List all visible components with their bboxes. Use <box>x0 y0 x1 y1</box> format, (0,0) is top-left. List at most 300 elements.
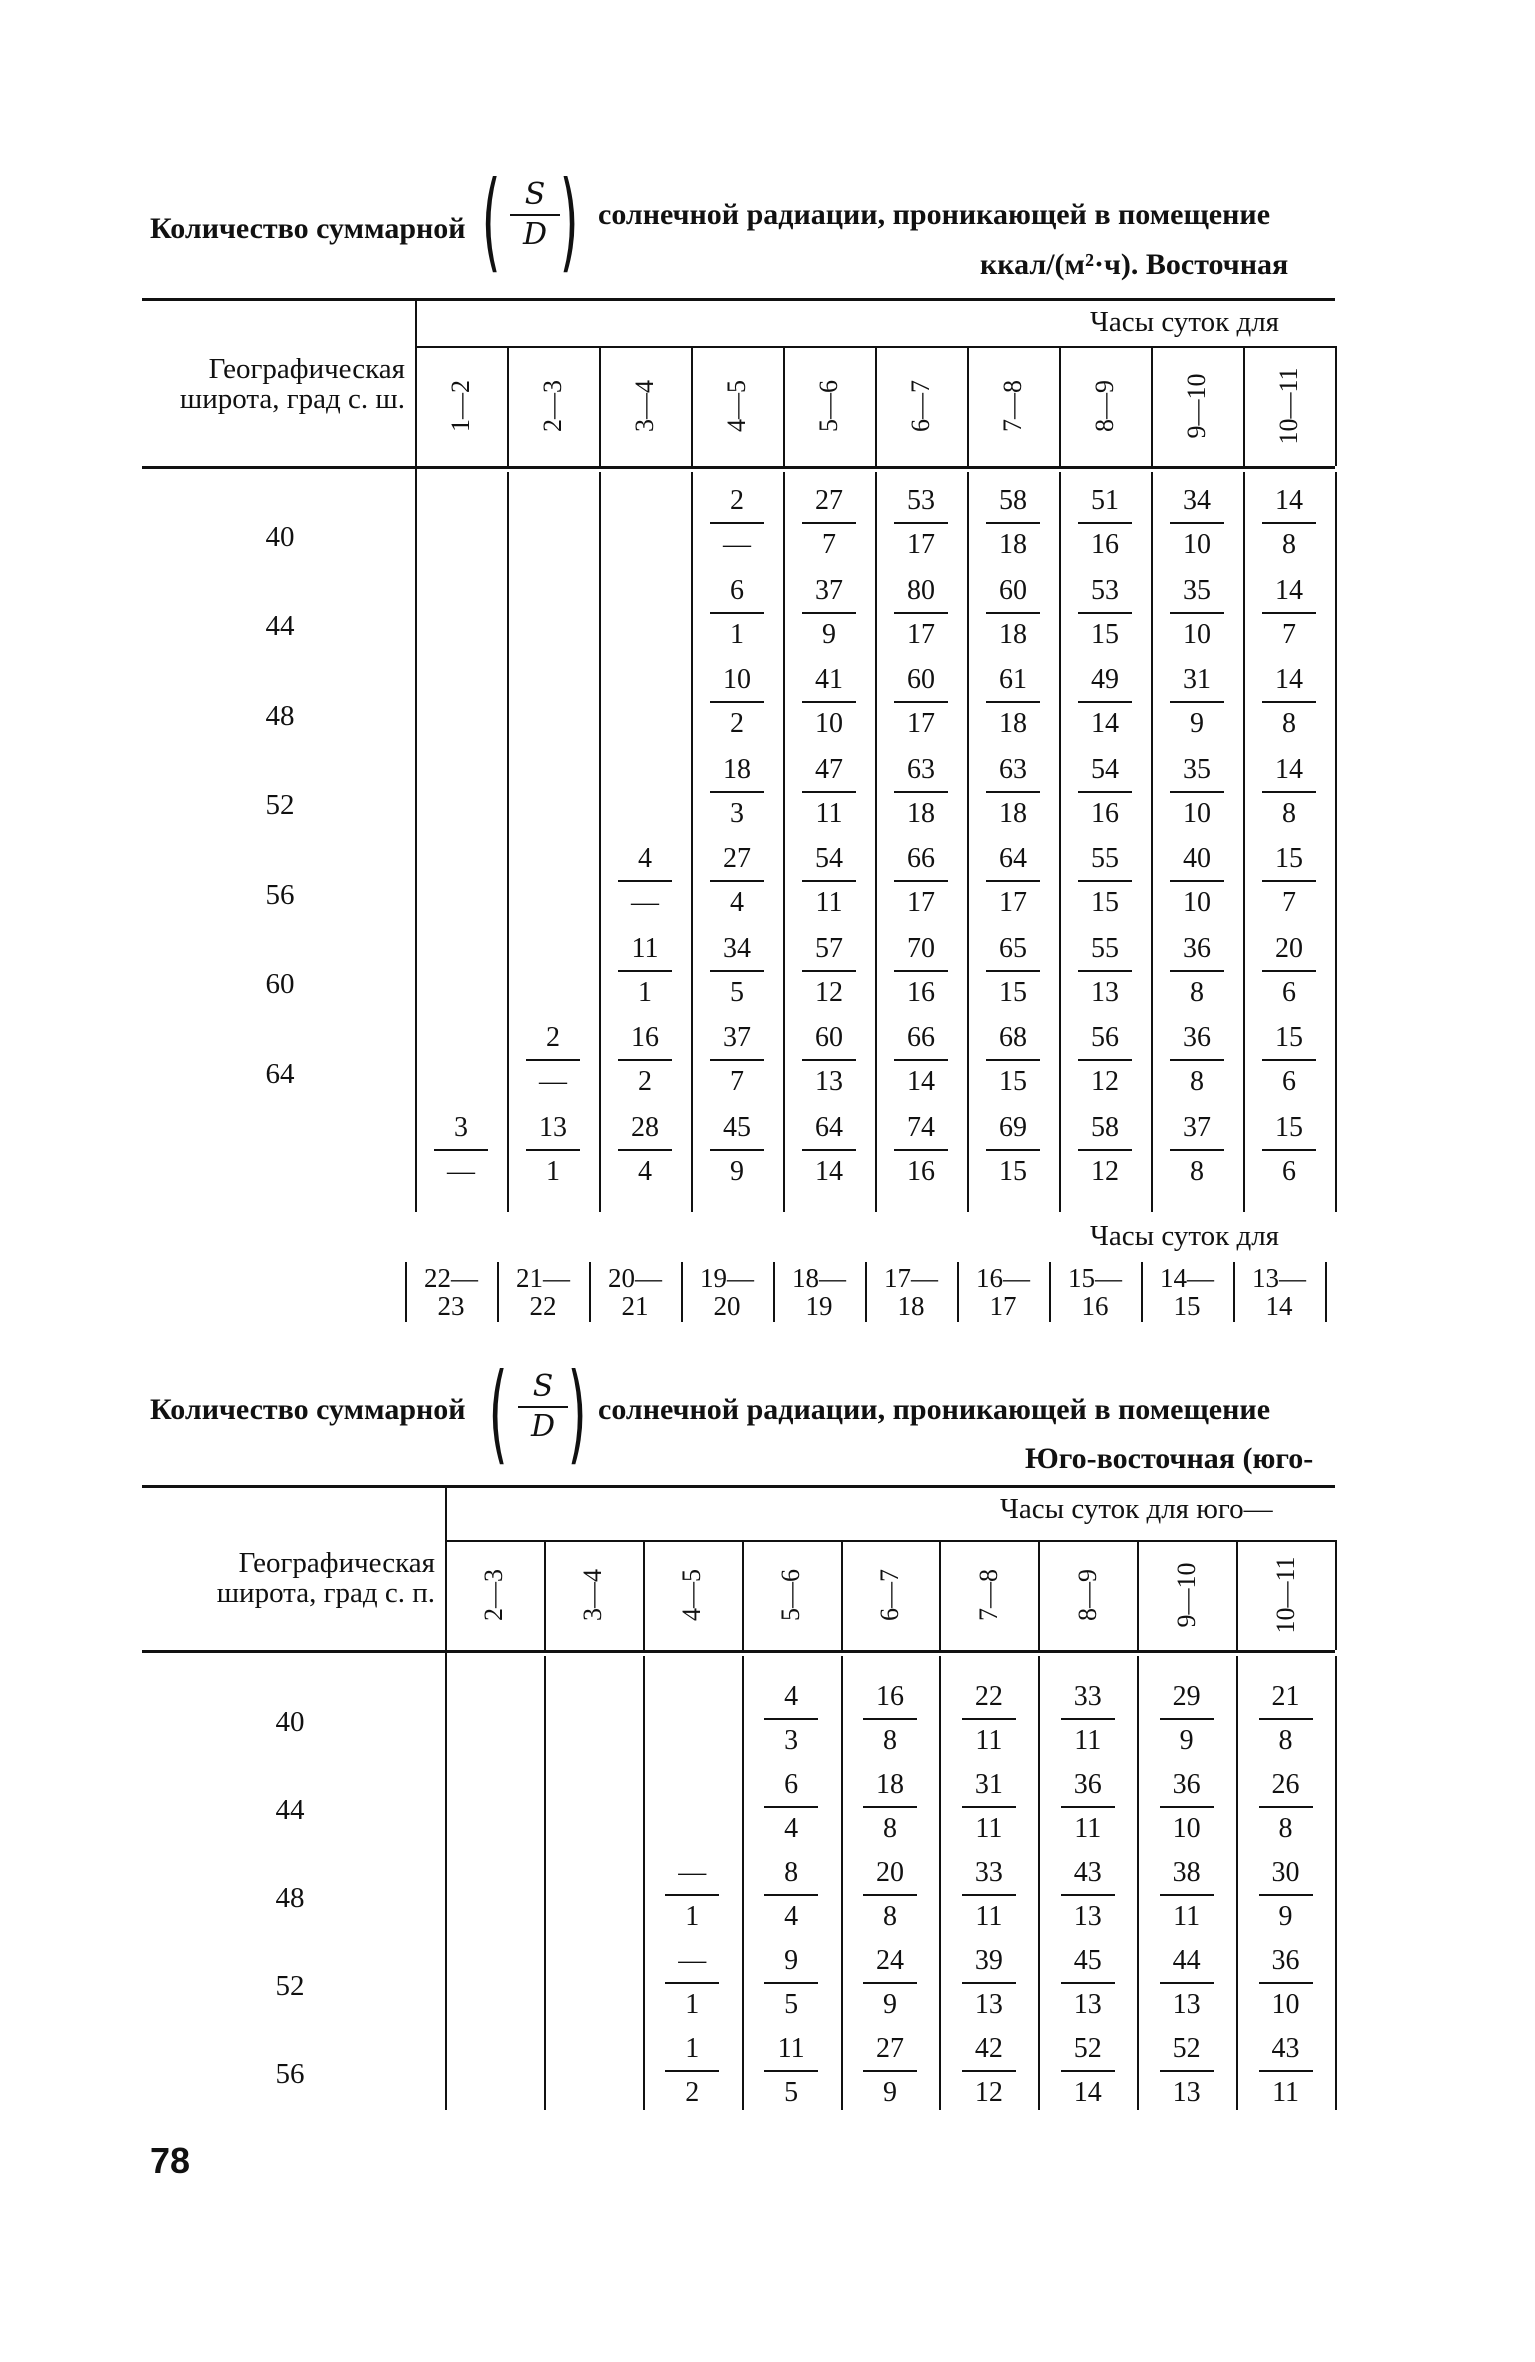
cell-fraction-bar <box>863 2070 917 2072</box>
cell-fraction-bar <box>894 1149 948 1151</box>
col-divider <box>1137 1540 1139 1650</box>
cell-denominator: 10 <box>1172 1813 1201 1844</box>
cell-denominator: 16 <box>907 1155 935 1187</box>
table-cell <box>661 1856 723 1934</box>
cell-numerator: 36 <box>1073 1769 1102 1800</box>
cell-fraction-bar <box>1078 970 1132 972</box>
cell-numerator: 2 <box>730 485 744 516</box>
table-cell <box>1156 1856 1218 1934</box>
cell-denominator: 8 <box>1278 1813 1293 1844</box>
cell-fraction-bar <box>863 1894 917 1896</box>
bottom-divider <box>1141 1262 1143 1322</box>
cell-fraction-bar <box>986 522 1040 524</box>
cell-denominator: 11 <box>815 887 843 918</box>
cell-fraction-bar <box>1061 1718 1115 1720</box>
bottom-hour-line: 21— <box>516 1263 570 1293</box>
cell-denominator: 14 <box>1091 708 1119 739</box>
cell-fraction-bar <box>665 1894 719 1896</box>
cell-fraction-bar <box>1160 1718 1214 1720</box>
cell-numerator: 64 <box>999 843 1027 874</box>
cell-numerator: 20 <box>876 1857 904 1888</box>
col-divider <box>742 1540 744 1650</box>
cell-denominator: 10 <box>1183 797 1211 829</box>
col-divider <box>1059 472 1061 1212</box>
cell-denominator: 4 <box>638 1155 652 1187</box>
cell-fraction-bar <box>710 612 764 614</box>
cell-numerator: 56 <box>1091 1022 1119 1053</box>
cell-numerator: 21 <box>1271 1681 1300 1712</box>
cell-denominator: — <box>723 529 751 560</box>
fraction-numerator: S <box>510 176 560 216</box>
cell-fraction-bar <box>986 880 1040 882</box>
cell-fraction-bar <box>1262 1059 1316 1061</box>
cell-denominator: 8 <box>883 1725 897 1756</box>
cell-numerator: 11 <box>631 932 659 964</box>
page-number: 78 <box>150 2140 191 2181</box>
col-divider <box>1335 346 1337 466</box>
bottom-hour-label <box>421 1264 481 1320</box>
latitude-header <box>142 354 405 414</box>
table-cell <box>982 753 1044 831</box>
cell-numerator: 37 <box>1183 1111 1211 1143</box>
col-divider <box>1151 346 1153 466</box>
table-cell <box>1156 1944 1218 2022</box>
table-cell <box>1156 1680 1218 1758</box>
cell-fraction-bar <box>1078 701 1132 703</box>
hour-header: 10—11 <box>1274 367 1303 445</box>
table-cell <box>706 932 768 1010</box>
table-cell <box>982 663 1044 741</box>
cell-numerator: 26 <box>1271 1769 1300 1800</box>
bottom-divider <box>1325 1262 1327 1322</box>
table-cell <box>1258 663 1320 741</box>
cell-denominator: 15 <box>999 1155 1027 1187</box>
bottom-hour-line: 19 <box>805 1291 833 1321</box>
cell-numerator: 54 <box>815 843 843 874</box>
table-cell <box>614 1021 676 1099</box>
table-cell <box>1156 2032 1218 2110</box>
cell-numerator: 35 <box>1183 574 1211 606</box>
cell-numerator: 43 <box>1271 2033 1300 2064</box>
cell-fraction-bar <box>710 970 764 972</box>
cell-denominator: 1 <box>685 1901 700 1932</box>
cell-denominator: 6 <box>1282 1155 1296 1187</box>
bottom-hour-label <box>605 1264 665 1320</box>
table-cell <box>706 753 768 831</box>
cell-denominator: 12 <box>815 976 843 1008</box>
cell-fraction-bar <box>434 1149 488 1151</box>
latitude-value: 52 <box>265 789 295 822</box>
table-cell <box>958 1680 1020 1758</box>
cell-numerator: 33 <box>1073 1681 1102 1712</box>
cell-denominator: 11 <box>975 1813 1003 1844</box>
col-divider <box>1236 1540 1238 1650</box>
cell-denominator: 18 <box>999 708 1027 739</box>
cell-denominator: 13 <box>1172 2077 1201 2108</box>
cell-fraction-bar <box>618 1059 672 1061</box>
cell-fraction-bar <box>764 1982 818 1984</box>
table-cell <box>982 842 1044 920</box>
cell-denominator: 2 <box>730 708 744 739</box>
col-divider <box>544 1656 546 2110</box>
cell-fraction-bar <box>1170 522 1224 524</box>
table-cell <box>1258 574 1320 652</box>
col-divider <box>967 472 969 1212</box>
col-divider <box>415 298 417 1212</box>
cell-fraction-bar <box>1078 522 1132 524</box>
cell-denominator: 11 <box>1272 2077 1300 2108</box>
cell-fraction-bar <box>802 612 856 614</box>
cell-numerator: 30 <box>1271 1857 1300 1888</box>
cell-numerator: 22 <box>974 1681 1003 1712</box>
cell-numerator: 16 <box>631 1022 659 1053</box>
table-cell <box>706 663 768 741</box>
table-cell <box>859 1680 921 1758</box>
cell-fraction-bar <box>802 1149 856 1151</box>
cell-numerator: 52 <box>1172 2033 1201 2064</box>
bottom-hour-line: 18 <box>897 1291 925 1321</box>
cell-fraction-bar <box>1061 1894 1115 1896</box>
fraction-denominator: D <box>522 217 548 252</box>
table-cell <box>1255 1768 1317 1846</box>
cell-fraction-bar <box>863 1718 917 1720</box>
cell-fraction-bar <box>986 612 1040 614</box>
cell-numerator: 37 <box>815 574 843 606</box>
hour-header: 7—8 <box>998 380 1027 432</box>
cell-fraction-bar <box>986 1149 1040 1151</box>
col-divider <box>1236 1656 1238 2110</box>
table-cell <box>798 842 860 920</box>
cell-denominator: 7 <box>1282 887 1296 918</box>
cell-numerator: 36 <box>1172 1769 1201 1800</box>
bottom-hour-line: 20 <box>713 1291 741 1321</box>
table-cell <box>890 842 952 920</box>
col-divider <box>544 1540 546 1650</box>
table-cell <box>1057 1944 1119 2022</box>
table-cell <box>706 484 768 562</box>
cell-denominator: 4 <box>784 1901 799 1932</box>
bottom-hour-line: 17— <box>884 1263 938 1293</box>
rule-top <box>142 298 1335 301</box>
cell-denominator: 9 <box>730 1155 744 1187</box>
table-cell <box>760 1768 822 1846</box>
col-divider <box>1137 1656 1139 2110</box>
hour-header: 9—10 <box>1182 373 1211 439</box>
bottom-hour-label <box>789 1264 849 1320</box>
table-cell <box>1074 484 1136 562</box>
cell-fraction-bar <box>1259 1806 1313 1808</box>
cell-numerator: 31 <box>1183 664 1211 695</box>
table-cell <box>760 2032 822 2110</box>
paren-right: ) <box>559 159 579 284</box>
cell-denominator: 9 <box>883 1989 897 2020</box>
cell-fraction-bar <box>986 970 1040 972</box>
cell-fraction-bar <box>665 2070 719 2072</box>
col-divider <box>1335 472 1337 1212</box>
table-cell <box>1258 932 1320 1010</box>
cell-denominator: 8 <box>1282 529 1296 560</box>
bottom-divider <box>865 1262 867 1322</box>
table-cell <box>982 1021 1044 1099</box>
cell-fraction-bar <box>618 970 672 972</box>
table2-caption-before: Количество суммарной <box>150 1393 466 1426</box>
hour-header: 7—8 <box>973 1569 1003 1621</box>
cell-denominator: 11 <box>1074 1813 1102 1844</box>
cell-fraction-bar <box>1061 1982 1115 1984</box>
col-divider <box>1151 472 1153 1212</box>
cell-denominator: 17 <box>907 529 935 560</box>
hour-header: 9—10 <box>1171 1562 1201 1628</box>
cell-denominator: 13 <box>974 1989 1003 2020</box>
cell-denominator: 8 <box>1282 797 1296 829</box>
bottom-hour-label <box>1249 1264 1309 1320</box>
cell-numerator: 42 <box>974 2033 1003 2064</box>
hour-header: 4—5 <box>677 1569 707 1621</box>
hour-header: 3—4 <box>630 380 659 432</box>
cell-denominator: 8 <box>1190 1155 1204 1187</box>
cell-numerator: 53 <box>1091 574 1119 606</box>
cell-numerator: 31 <box>974 1769 1003 1800</box>
cell-denominator: 11 <box>1074 1725 1102 1756</box>
col-divider <box>783 346 785 466</box>
cell-denominator: 5 <box>730 976 744 1008</box>
cell-denominator: 18 <box>999 618 1027 650</box>
cell-denominator: 3 <box>730 797 744 829</box>
table-cell <box>1057 1768 1119 1846</box>
rule-header-bottom <box>142 466 1335 469</box>
table-cell <box>1166 1021 1228 1099</box>
hours-header: Часы суток для юго— <box>1000 1493 1273 1525</box>
cell-denominator: 8 <box>883 1813 897 1844</box>
rule-header-bottom <box>142 1650 1335 1653</box>
cell-numerator: 55 <box>1091 843 1119 874</box>
table-cell <box>1074 753 1136 831</box>
cell-numerator: 58 <box>1091 1111 1119 1143</box>
cell-fraction-bar <box>894 1059 948 1061</box>
cell-denominator: 18 <box>999 797 1027 829</box>
cell-numerator: 37 <box>723 1022 751 1053</box>
table-cell <box>1156 1768 1218 1846</box>
table-cell <box>706 1021 768 1099</box>
latitude-value: 52 <box>275 1970 305 2002</box>
table-cell <box>614 842 676 920</box>
cell-denominator: 18 <box>999 529 1027 560</box>
bottom-divider <box>681 1262 683 1322</box>
cell-fraction-bar <box>1259 1982 1313 1984</box>
table-cell <box>890 753 952 831</box>
latitude-value: 60 <box>265 968 295 1001</box>
cell-fraction-bar <box>894 701 948 703</box>
bottom-hour-line: 14 <box>1265 1291 1293 1321</box>
table-cell <box>1074 932 1136 1010</box>
cell-fraction-bar <box>1170 791 1224 793</box>
cell-numerator: 27 <box>876 2033 904 2064</box>
cell-fraction-bar <box>1170 880 1224 882</box>
cell-denominator: 11 <box>1173 1901 1201 1932</box>
cell-denominator: 15 <box>1091 887 1119 918</box>
cell-numerator: 3 <box>454 1111 468 1143</box>
cell-denominator: 13 <box>815 1066 843 1097</box>
cell-denominator: 16 <box>1091 797 1119 829</box>
cell-numerator: 36 <box>1271 1945 1300 1976</box>
cell-numerator: 68 <box>999 1022 1027 1053</box>
cell-fraction-bar <box>764 1894 818 1896</box>
cell-denominator: 14 <box>1073 2077 1102 2108</box>
cell-fraction-bar <box>962 1806 1016 1808</box>
cell-numerator: 57 <box>815 932 843 964</box>
col-divider <box>1243 472 1245 1212</box>
col-divider <box>445 1485 447 2110</box>
cell-fraction-bar <box>863 1982 917 1984</box>
cell-denominator: 12 <box>1091 1066 1119 1097</box>
rule-top <box>142 1485 1335 1488</box>
cell-numerator: 45 <box>1073 1945 1102 1976</box>
cell-numerator: 14 <box>1275 485 1303 516</box>
cell-denominator: 18 <box>907 797 935 829</box>
bottom-hour-line: 13— <box>1252 1263 1306 1293</box>
cell-fraction-bar <box>1078 612 1132 614</box>
cell-numerator: 8 <box>784 1857 799 1888</box>
cell-numerator: 55 <box>1091 932 1119 964</box>
cell-fraction-bar <box>526 1059 580 1061</box>
cell-fraction-bar <box>986 1059 1040 1061</box>
cell-numerator: 4 <box>638 843 652 874</box>
cell-numerator: 80 <box>907 574 935 606</box>
hour-header: 5—6 <box>776 1569 806 1621</box>
table-cell <box>1057 1856 1119 1934</box>
cell-numerator: 60 <box>907 664 935 695</box>
col-divider <box>783 472 785 1212</box>
cell-denominator: — <box>539 1066 567 1097</box>
table-cell <box>1166 753 1228 831</box>
cell-denominator: 13 <box>1172 1989 1201 2020</box>
cell-denominator: 14 <box>815 1155 843 1187</box>
table-cell <box>1255 1680 1317 1758</box>
col-divider <box>1059 346 1061 466</box>
cell-numerator: 6 <box>730 574 744 606</box>
cell-fraction-bar <box>618 880 672 882</box>
cell-numerator: 63 <box>907 753 935 785</box>
cell-denominator: 10 <box>1183 887 1211 918</box>
table-cell <box>1166 574 1228 652</box>
table-cell <box>798 932 860 1010</box>
cell-fraction-bar <box>802 1059 856 1061</box>
bottom-divider <box>589 1262 591 1322</box>
cell-numerator: 40 <box>1183 843 1211 874</box>
col-divider <box>507 346 509 466</box>
cell-fraction-bar <box>962 1718 1016 1720</box>
cell-fraction-bar <box>1262 1149 1316 1151</box>
cell-numerator: 24 <box>876 1945 904 1976</box>
cell-denominator: 7 <box>822 529 836 560</box>
cell-denominator: 1 <box>546 1155 560 1187</box>
cell-denominator: 16 <box>1091 529 1119 560</box>
cell-fraction-bar <box>802 880 856 882</box>
col-divider <box>691 346 693 466</box>
latitude-value: 40 <box>265 520 295 553</box>
cell-numerator: 9 <box>784 1945 799 1976</box>
table-cell <box>1166 932 1228 1010</box>
latitude-value: 56 <box>275 2058 305 2090</box>
table-cell <box>1074 1021 1136 1099</box>
cell-numerator: 43 <box>1073 1857 1102 1888</box>
col-divider <box>841 1656 843 2110</box>
cell-denominator: 4 <box>730 887 744 918</box>
latitude-value: 56 <box>265 878 295 911</box>
cell-fraction-bar <box>710 701 764 703</box>
cell-numerator: 2 <box>546 1022 560 1053</box>
table-cell <box>958 1944 1020 2022</box>
table-cell <box>798 1021 860 1099</box>
paren-left: ( <box>481 159 501 284</box>
table1-caption-after: солнечной радиации, проникающей в помещение <box>598 198 1271 231</box>
cell-numerator: 38 <box>1172 1857 1201 1888</box>
cell-numerator: 14 <box>1275 664 1303 695</box>
cell-numerator: 15 <box>1275 1022 1303 1053</box>
col-divider <box>841 1540 843 1650</box>
cell-fraction-bar <box>1262 880 1316 882</box>
table-cell <box>1166 663 1228 741</box>
cell-fraction-bar <box>1259 1894 1313 1896</box>
table-cell <box>706 574 768 652</box>
table-cell <box>430 1111 492 1189</box>
paren-right: ) <box>567 1351 587 1476</box>
cell-numerator: 54 <box>1091 753 1119 785</box>
cell-fraction-bar <box>894 522 948 524</box>
fraction-denominator: D <box>530 1409 556 1444</box>
cell-denominator: 8 <box>883 1901 897 1932</box>
cell-denominator: 11 <box>815 797 843 829</box>
table2-caption-line2: Юго-восточная (юго- <box>1025 1442 1314 1475</box>
bottom-hour-line: 15— <box>1068 1263 1122 1293</box>
cell-denominator: 3 <box>784 1725 799 1756</box>
table-cell <box>890 1111 952 1189</box>
cell-denominator: 8 <box>1190 976 1204 1008</box>
cell-numerator: 51 <box>1091 485 1119 516</box>
table-cell <box>661 2032 723 2110</box>
bottom-divider <box>957 1262 959 1322</box>
cell-fraction-bar <box>802 701 856 703</box>
cell-fraction-bar <box>764 2070 818 2072</box>
cell-denominator: 13 <box>1073 1901 1102 1932</box>
cell-numerator: 16 <box>876 1681 904 1712</box>
cell-numerator: 18 <box>876 1769 904 1800</box>
table2-fraction <box>518 1368 568 1446</box>
cell-fraction-bar <box>1160 2070 1214 2072</box>
bottom-hour-line: 18— <box>792 1263 846 1293</box>
hour-header: 2—3 <box>538 380 567 432</box>
cell-numerator: 52 <box>1073 2033 1102 2064</box>
cell-numerator: 6 <box>784 1769 799 1800</box>
cell-numerator: — <box>678 1945 707 1976</box>
bottom-hour-line: 20— <box>608 1263 662 1293</box>
table-cell <box>890 1021 952 1099</box>
cell-fraction-bar <box>962 1894 1016 1896</box>
cell-fraction-bar <box>1078 880 1132 882</box>
table-cell <box>890 663 952 741</box>
cell-numerator: 11 <box>777 2033 805 2064</box>
cell-numerator: 15 <box>1275 843 1303 874</box>
cell-denominator: 9 <box>1179 1725 1194 1756</box>
hour-header: 5—6 <box>814 380 843 432</box>
cell-fraction-bar <box>1170 970 1224 972</box>
cell-fraction-bar <box>1259 1718 1313 1720</box>
cell-numerator: 36 <box>1183 1022 1211 1053</box>
cell-fraction-bar <box>894 880 948 882</box>
bottom-hour-line: 16— <box>976 1263 1030 1293</box>
hour-header: 8—9 <box>1090 380 1119 432</box>
cell-numerator: 36 <box>1183 932 1211 964</box>
